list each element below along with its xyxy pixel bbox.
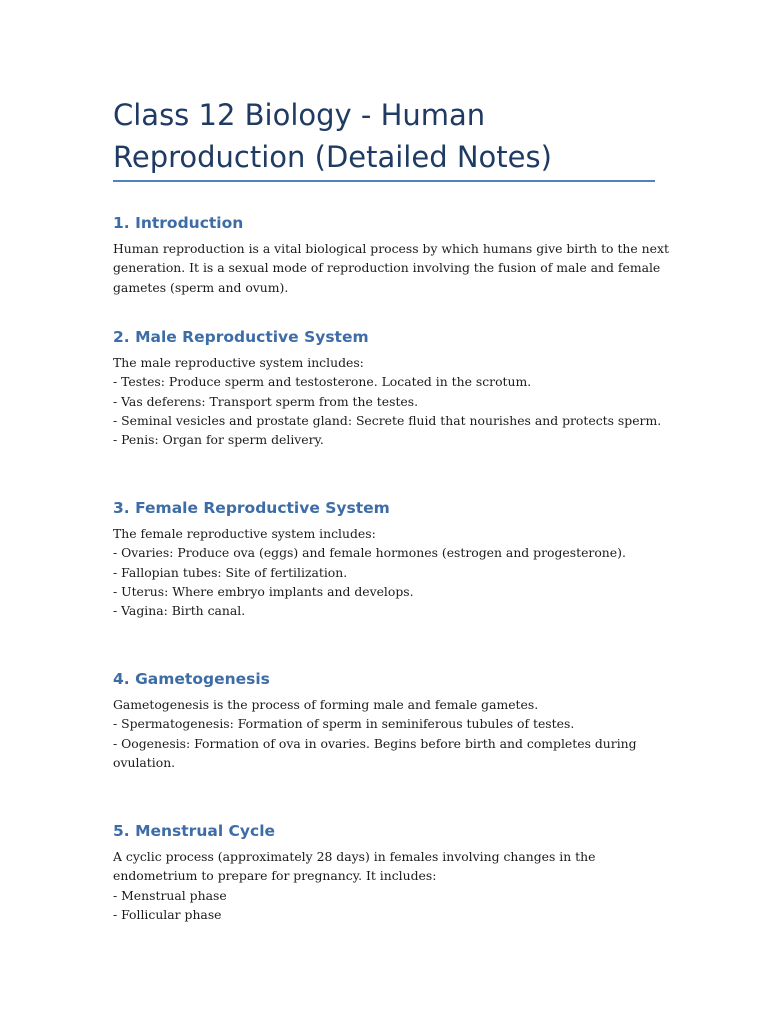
section-paragraph: The female reproductive system includes: [113,526,376,541]
section-gametogenesis [113,668,673,772]
section-paragraph: A cyclic process (approximately 28 days) in females involving changes in the endometrium to prepare for pregnancy. It includes: [113,849,596,884]
section-menstrual-cycle [113,820,673,924]
list-item: - Menstrual phase [113,887,227,903]
list-item: - Oogenesis: Formation of ova in ovaries. Begins before birth and completes during ovulation. [113,735,637,770]
section-male-reproductive-system [113,326,673,449]
list-item: - Fallopian tubes: Site of fertilization. [113,564,348,580]
list-item: - Seminal vesicles and prostate gland: Secrete fluid that nourishes and protects sperm. [113,412,662,428]
section-paragraph: Human reproduction is a vital biological process by which humans give birth to the next generation. It is a sexual mode of reproduction involving the fusion of male and female gametes (sperm and ovum). [113,241,669,295]
list-item: - Vagina: Birth canal. [113,603,246,619]
list-item: - Spermatogenesis: Formation of sperm in seminiferous tubules of testes. [113,716,575,732]
document-title: Class 12 Biology - Human Reproduction (Detailed Notes) [113,98,552,174]
list-item: - Penis: Organ for sperm delivery. [113,432,324,448]
list-item: - Uterus: Where embryo implants and develops. [113,583,414,599]
section-heading: 4. Gametogenesis [113,670,270,688]
section-paragraph: The male reproductive system includes: [113,355,364,370]
section-heading: 5. Menstrual Cycle [113,822,276,840]
list-item: - Follicular phase [113,906,222,922]
list-item: - Vas deferens: Transport sperm from the testes. [113,393,419,409]
section-heading: 3. Female Reproductive System [113,499,390,517]
section-heading: 1. Introduction [113,214,244,232]
section-introduction [113,212,673,297]
section-paragraph: Gametogenesis is the process of forming male and female gametes. [113,697,539,712]
title-divider [113,180,655,182]
list-item: - Ovaries: Produce ova (eggs) and female hormones (estrogen and progesterone). [113,545,626,561]
section-female-reproductive-system [113,497,673,620]
section-heading: 2. Male Reproductive System [113,328,369,346]
list-item: - Testes: Produce sperm and testosterone. Located in the scrotum. [113,374,532,390]
